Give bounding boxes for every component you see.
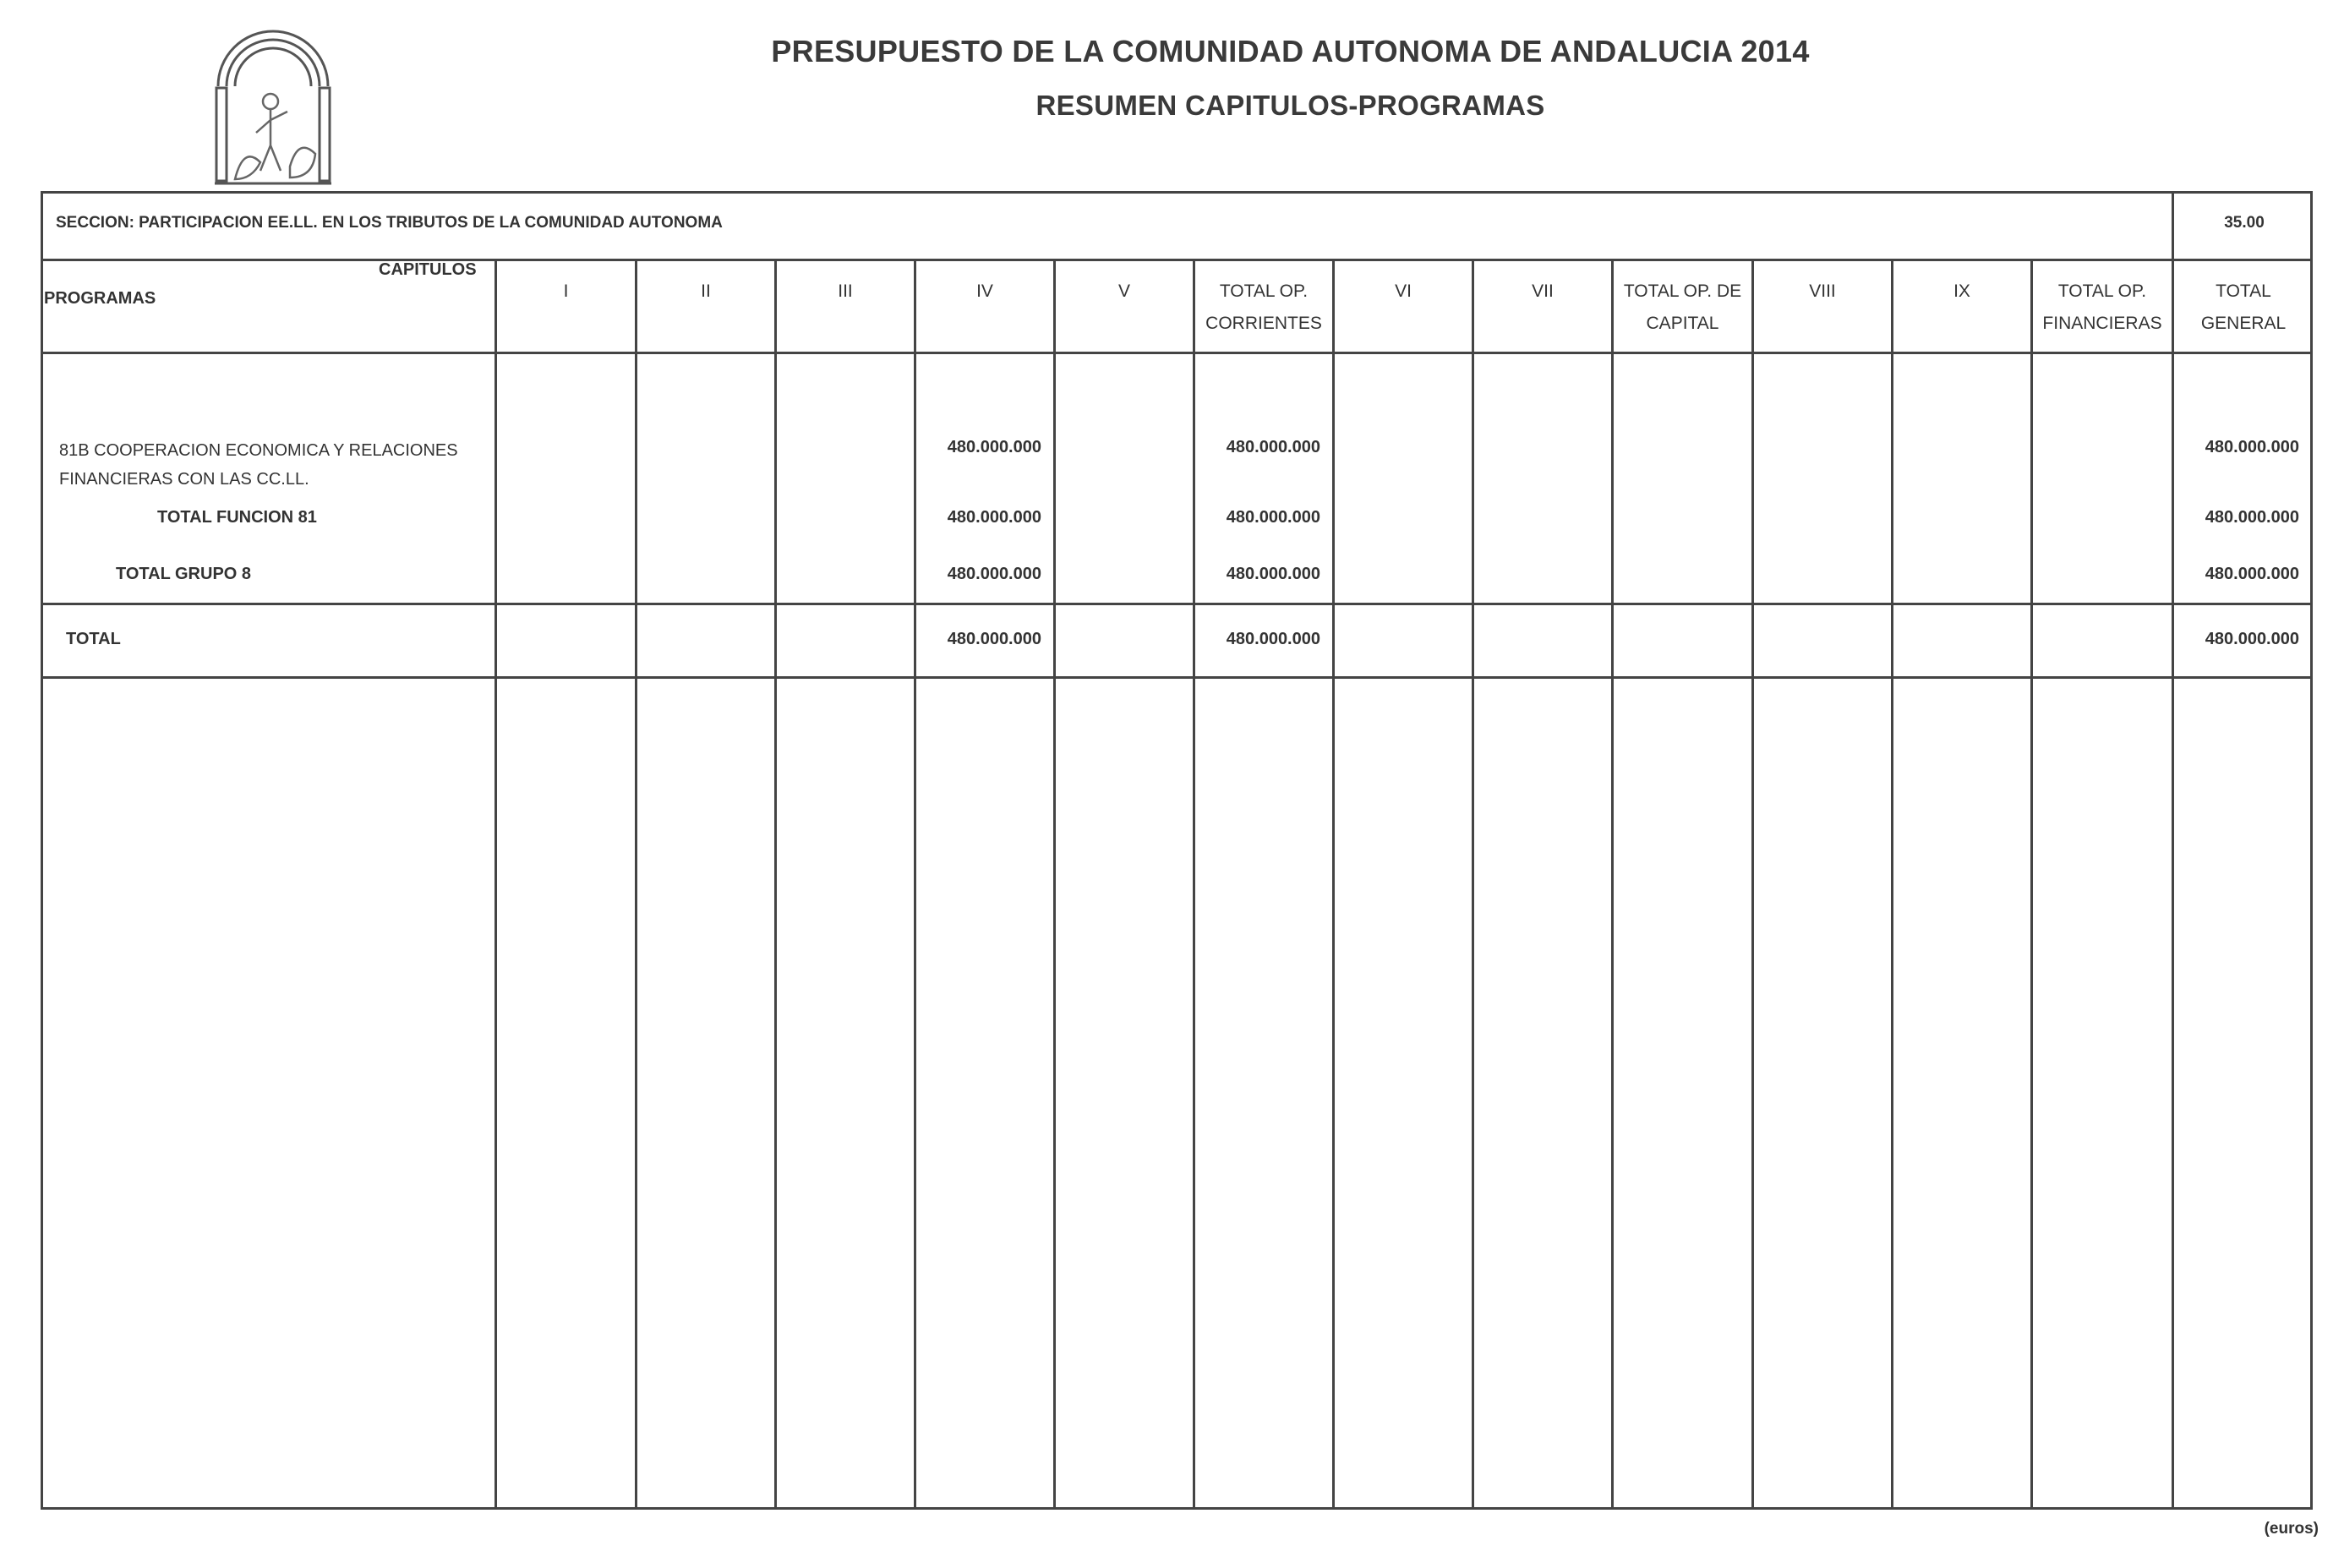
column-divider bbox=[2030, 259, 2033, 1510]
grand-total-total-general-value: 480.000.000 bbox=[2205, 630, 2299, 648]
total-funcion-total-general-value: 480.000.000 bbox=[2205, 508, 2299, 527]
column-header-ii: II bbox=[701, 281, 711, 301]
document-subtitle: RESUMEN CAPITULOS-PROGRAMAS bbox=[1035, 90, 1545, 121]
section-code-divider bbox=[2172, 191, 2174, 259]
program-row-total-corrientes-value: 480.000.000 bbox=[1226, 438, 1320, 456]
program-row-iv-value: 480.000.000 bbox=[947, 438, 1041, 456]
grand-total-total-corrientes-value: 480.000.000 bbox=[1226, 630, 1320, 648]
total-row-top-divider bbox=[41, 603, 2313, 605]
capitulos-label: CAPITULOS bbox=[379, 260, 477, 279]
total-funcion-total-corrientes-value: 480.000.000 bbox=[1226, 508, 1320, 527]
column-divider bbox=[635, 259, 637, 1510]
column-header-iv: IV bbox=[976, 281, 993, 301]
total-grupo-total-general-value: 480.000.000 bbox=[2205, 565, 2299, 583]
currency-unit-note: (euros) bbox=[2264, 1520, 2319, 1538]
budget-table bbox=[41, 191, 2313, 1510]
column-header-total-op-corrientes: TOTAL OP. CORRIENTES bbox=[1205, 281, 1322, 333]
column-divider bbox=[1053, 259, 1056, 1510]
program-row-label: 81B COOPERACION ECONOMICA Y RELACIONES FINANCIERAS CON LAS CC.LL. bbox=[59, 441, 458, 489]
column-header-v: V bbox=[1117, 281, 1130, 301]
column-header-i: I bbox=[563, 281, 569, 301]
total-funcion-label: TOTAL FUNCION 81 bbox=[157, 508, 317, 527]
section-code: 35.00 bbox=[2224, 214, 2265, 232]
total-funcion-iv-value: 480.000.000 bbox=[947, 508, 1041, 527]
column-header-total-op-capital: TOTAL OP. DE CAPITAL bbox=[1623, 281, 1742, 333]
column-header-total-op-financieras: TOTAL OP. FINANCIERAS bbox=[2042, 281, 2162, 333]
section-label: SECCION: PARTICIPACION EE.LL. EN LOS TRIBUTOS DE LA COMUNIDAD AUTONOMA bbox=[56, 214, 723, 232]
column-header-vi: VI bbox=[1395, 281, 1412, 301]
header-row-divider bbox=[41, 352, 2313, 354]
grand-total-label: TOTAL bbox=[66, 630, 121, 648]
total-grupo-total-corrientes-value: 480.000.000 bbox=[1226, 565, 1320, 583]
column-header-viii: VIII bbox=[1809, 281, 1836, 301]
column-header-iii: III bbox=[838, 281, 853, 301]
column-divider bbox=[1472, 259, 1474, 1510]
programas-label: PROGRAMAS bbox=[44, 289, 156, 308]
column-header-ix: IX bbox=[1953, 281, 1970, 301]
total-row-bottom-divider bbox=[41, 676, 2313, 679]
grand-total-iv-value: 480.000.000 bbox=[947, 630, 1041, 648]
total-grupo-label: TOTAL GRUPO 8 bbox=[116, 565, 252, 583]
column-divider bbox=[1332, 259, 1335, 1510]
column-header-vii: VII bbox=[1532, 281, 1554, 301]
program-row-total-general-value: 480.000.000 bbox=[2205, 438, 2299, 456]
document-title: PRESUPUESTO DE LA COMUNIDAD AUTONOMA DE ANDALUCIA 2014 bbox=[771, 34, 1810, 68]
column-divider bbox=[1611, 259, 1614, 1510]
column-divider bbox=[1751, 259, 1754, 1510]
column-header-total-general: TOTAL GENERAL bbox=[2200, 281, 2287, 333]
column-divider bbox=[1891, 259, 1893, 1510]
column-divider bbox=[494, 259, 497, 1510]
total-grupo-iv-value: 480.000.000 bbox=[947, 565, 1041, 583]
column-divider bbox=[774, 259, 777, 1510]
